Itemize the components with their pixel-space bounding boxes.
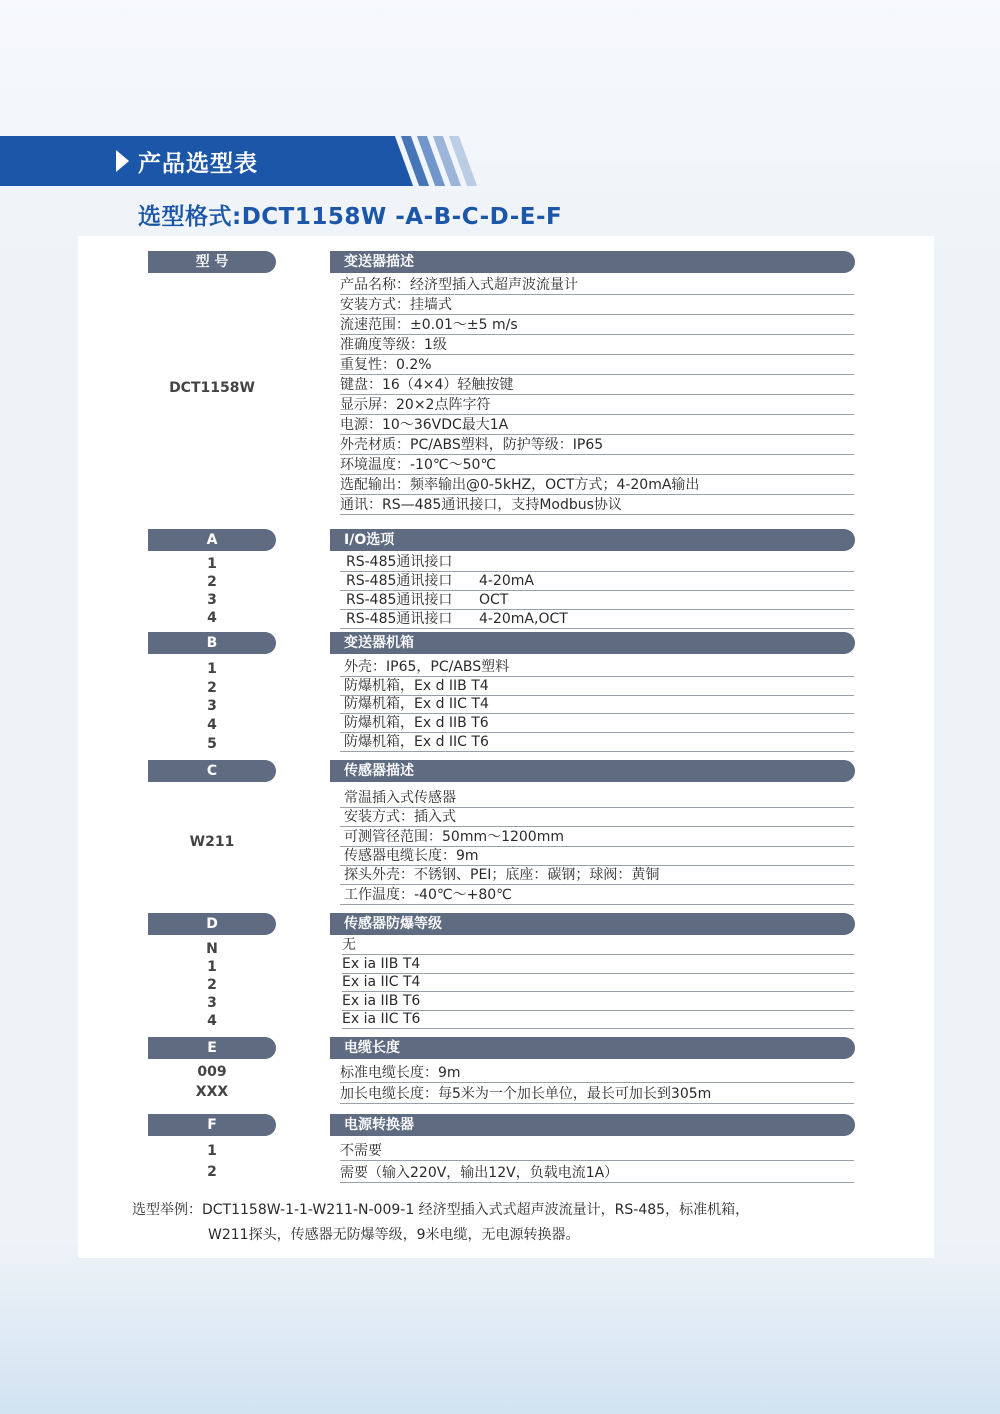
option-f-code: 1 [207,1143,217,1159]
option-c-row: 可测管径范围：50mm～1200mm [340,828,854,847]
option-d-header: 传感器防爆等级 [330,913,855,935]
model-label: 型 号 [148,251,276,273]
option-e-code: XXX [195,1084,229,1100]
model-row: 环境温度：-10℃～50℃ [340,456,854,475]
option-b-code: 1 [207,661,217,677]
option-c-label: C [148,760,276,782]
model-row: 准确度等级：1级 [340,336,854,355]
option-b-header: 变送器机箱 [330,632,855,654]
model-row: 显示屏：20×2点阵字符 [340,396,854,415]
option-a-output: 4-20mA [479,573,534,589]
option-e-header: 电缆长度 [330,1037,855,1059]
option-c-row: 传感器电缆长度：9m [340,847,854,866]
banner-title: 产品选型表 [138,151,258,177]
option-d-row: Ex ia IIC T6 [342,1010,854,1029]
option-a-row [340,610,854,629]
option-b-label: B [148,632,276,654]
model-row: 重复性：0.2% [340,356,854,375]
option-e-row: 标准电缆长度：9m [340,1064,854,1083]
model-row: 安装方式：挂墙式 [340,296,854,315]
option-d-code: 3 [207,995,217,1011]
model-row: 电源：10～36VDC最大1A [340,416,854,435]
option-e-label: E [148,1037,276,1059]
selection-example-line1: 选型举例：DCT1158W-1-1-W211-N-009-1 经济型插入式式超声波流量计，RS-485，标准机箱， [132,1202,750,1218]
option-c-row: 探头外壳：不锈钢、PEI；底座：碳钢；球阀：黄铜 [340,866,854,885]
option-f-row: 需要（输入220V，输出12V，负载电流1A） [340,1164,854,1183]
option-a-row [340,553,854,572]
option-a-row [340,572,854,591]
option-b-row: 防爆机箱，Ex d IIB T4 [340,677,854,696]
option-d-row: 无 [342,936,854,955]
option-d-code: 2 [207,977,217,993]
option-a-code: 3 [207,592,217,608]
option-a-interface: RS-485通讯接口 [346,554,453,570]
option-b-row: 外壳：IP65，PC/ABS塑料 [340,658,854,677]
option-c-code: W211 [189,834,235,850]
selection-example-line2: W211探头，传感器无防爆等级，9米电缆，无电源转换器。 [208,1227,580,1243]
option-a-label: A [148,529,276,551]
option-b-code: 2 [207,680,217,696]
option-d-code: 1 [207,959,217,975]
option-d-row: Ex ia IIB T6 [342,992,854,1011]
option-c-row: 安装方式：插入式 [340,808,854,827]
option-b-row: 防爆机箱，Ex d IIB T6 [340,714,854,733]
option-d-row: Ex ia IIC T4 [342,973,854,992]
option-e-code: 009 [197,1064,227,1080]
model-row: 选配输出：频率输出@0-5kHZ，OCT方式；4-20mA输出 [340,476,854,495]
banner-stripes [380,136,480,186]
model-header: 变送器描述 [330,251,855,273]
model-row: 通讯：RS—485通讯接口，支持Modbus协议 [340,496,854,515]
option-c-row: 工作温度：-40℃～+80℃ [340,886,854,905]
option-f-code: 2 [207,1164,217,1180]
model-row: 流速范围：±0.01～±5 m/s [340,316,854,335]
option-a-interface: RS-485通讯接口 [346,611,453,627]
option-b-row: 防爆机箱，Ex d IIC T4 [340,695,854,714]
option-e-row: 加长电缆长度：每5米为一个加长单位，最长可加长到305m [340,1085,854,1104]
option-c-header: 传感器描述 [330,760,855,782]
option-f-label: F [148,1114,276,1136]
format-title: 选型格式:DCT1158W -A-B-C-D-E-F [138,204,563,230]
option-c-row: 常温插入式传感器 [340,789,854,808]
option-d-code: 4 [207,1013,217,1029]
model-row: 产品名称：经济型插入式超声波流量计 [340,276,854,295]
option-a-output: OCT [479,592,509,608]
option-a-interface: RS-485通讯接口 [346,573,453,589]
model-row: 外壳材质：PC/ABS塑料，防护等级：IP65 [340,436,854,455]
option-f-header: 电源转换器 [330,1114,855,1136]
option-a-output: 4-20mA,OCT [479,611,568,627]
model-row: 键盘：16（4×4）轻触按键 [340,376,854,395]
option-b-row: 防爆机箱，Ex d IIC T6 [340,733,854,752]
option-f-row: 不需要 [340,1142,854,1161]
option-a-code: 1 [207,556,217,572]
option-a-row [340,591,854,610]
model-code: DCT1158W [169,380,255,396]
option-a-code: 4 [207,610,217,626]
page-background-bottom [0,1240,1000,1414]
option-a-header: I/O选项 [330,529,855,551]
option-b-code: 5 [207,736,217,752]
option-a-interface: RS-485通讯接口 [346,592,453,608]
play-arrow-icon [116,150,129,172]
option-a-code: 2 [207,574,217,590]
option-d-label: D [148,913,276,935]
option-d-row: Ex ia IIB T4 [342,955,854,974]
option-b-code: 3 [207,698,217,714]
option-d-code: N [206,941,218,957]
option-b-code: 4 [207,717,217,733]
